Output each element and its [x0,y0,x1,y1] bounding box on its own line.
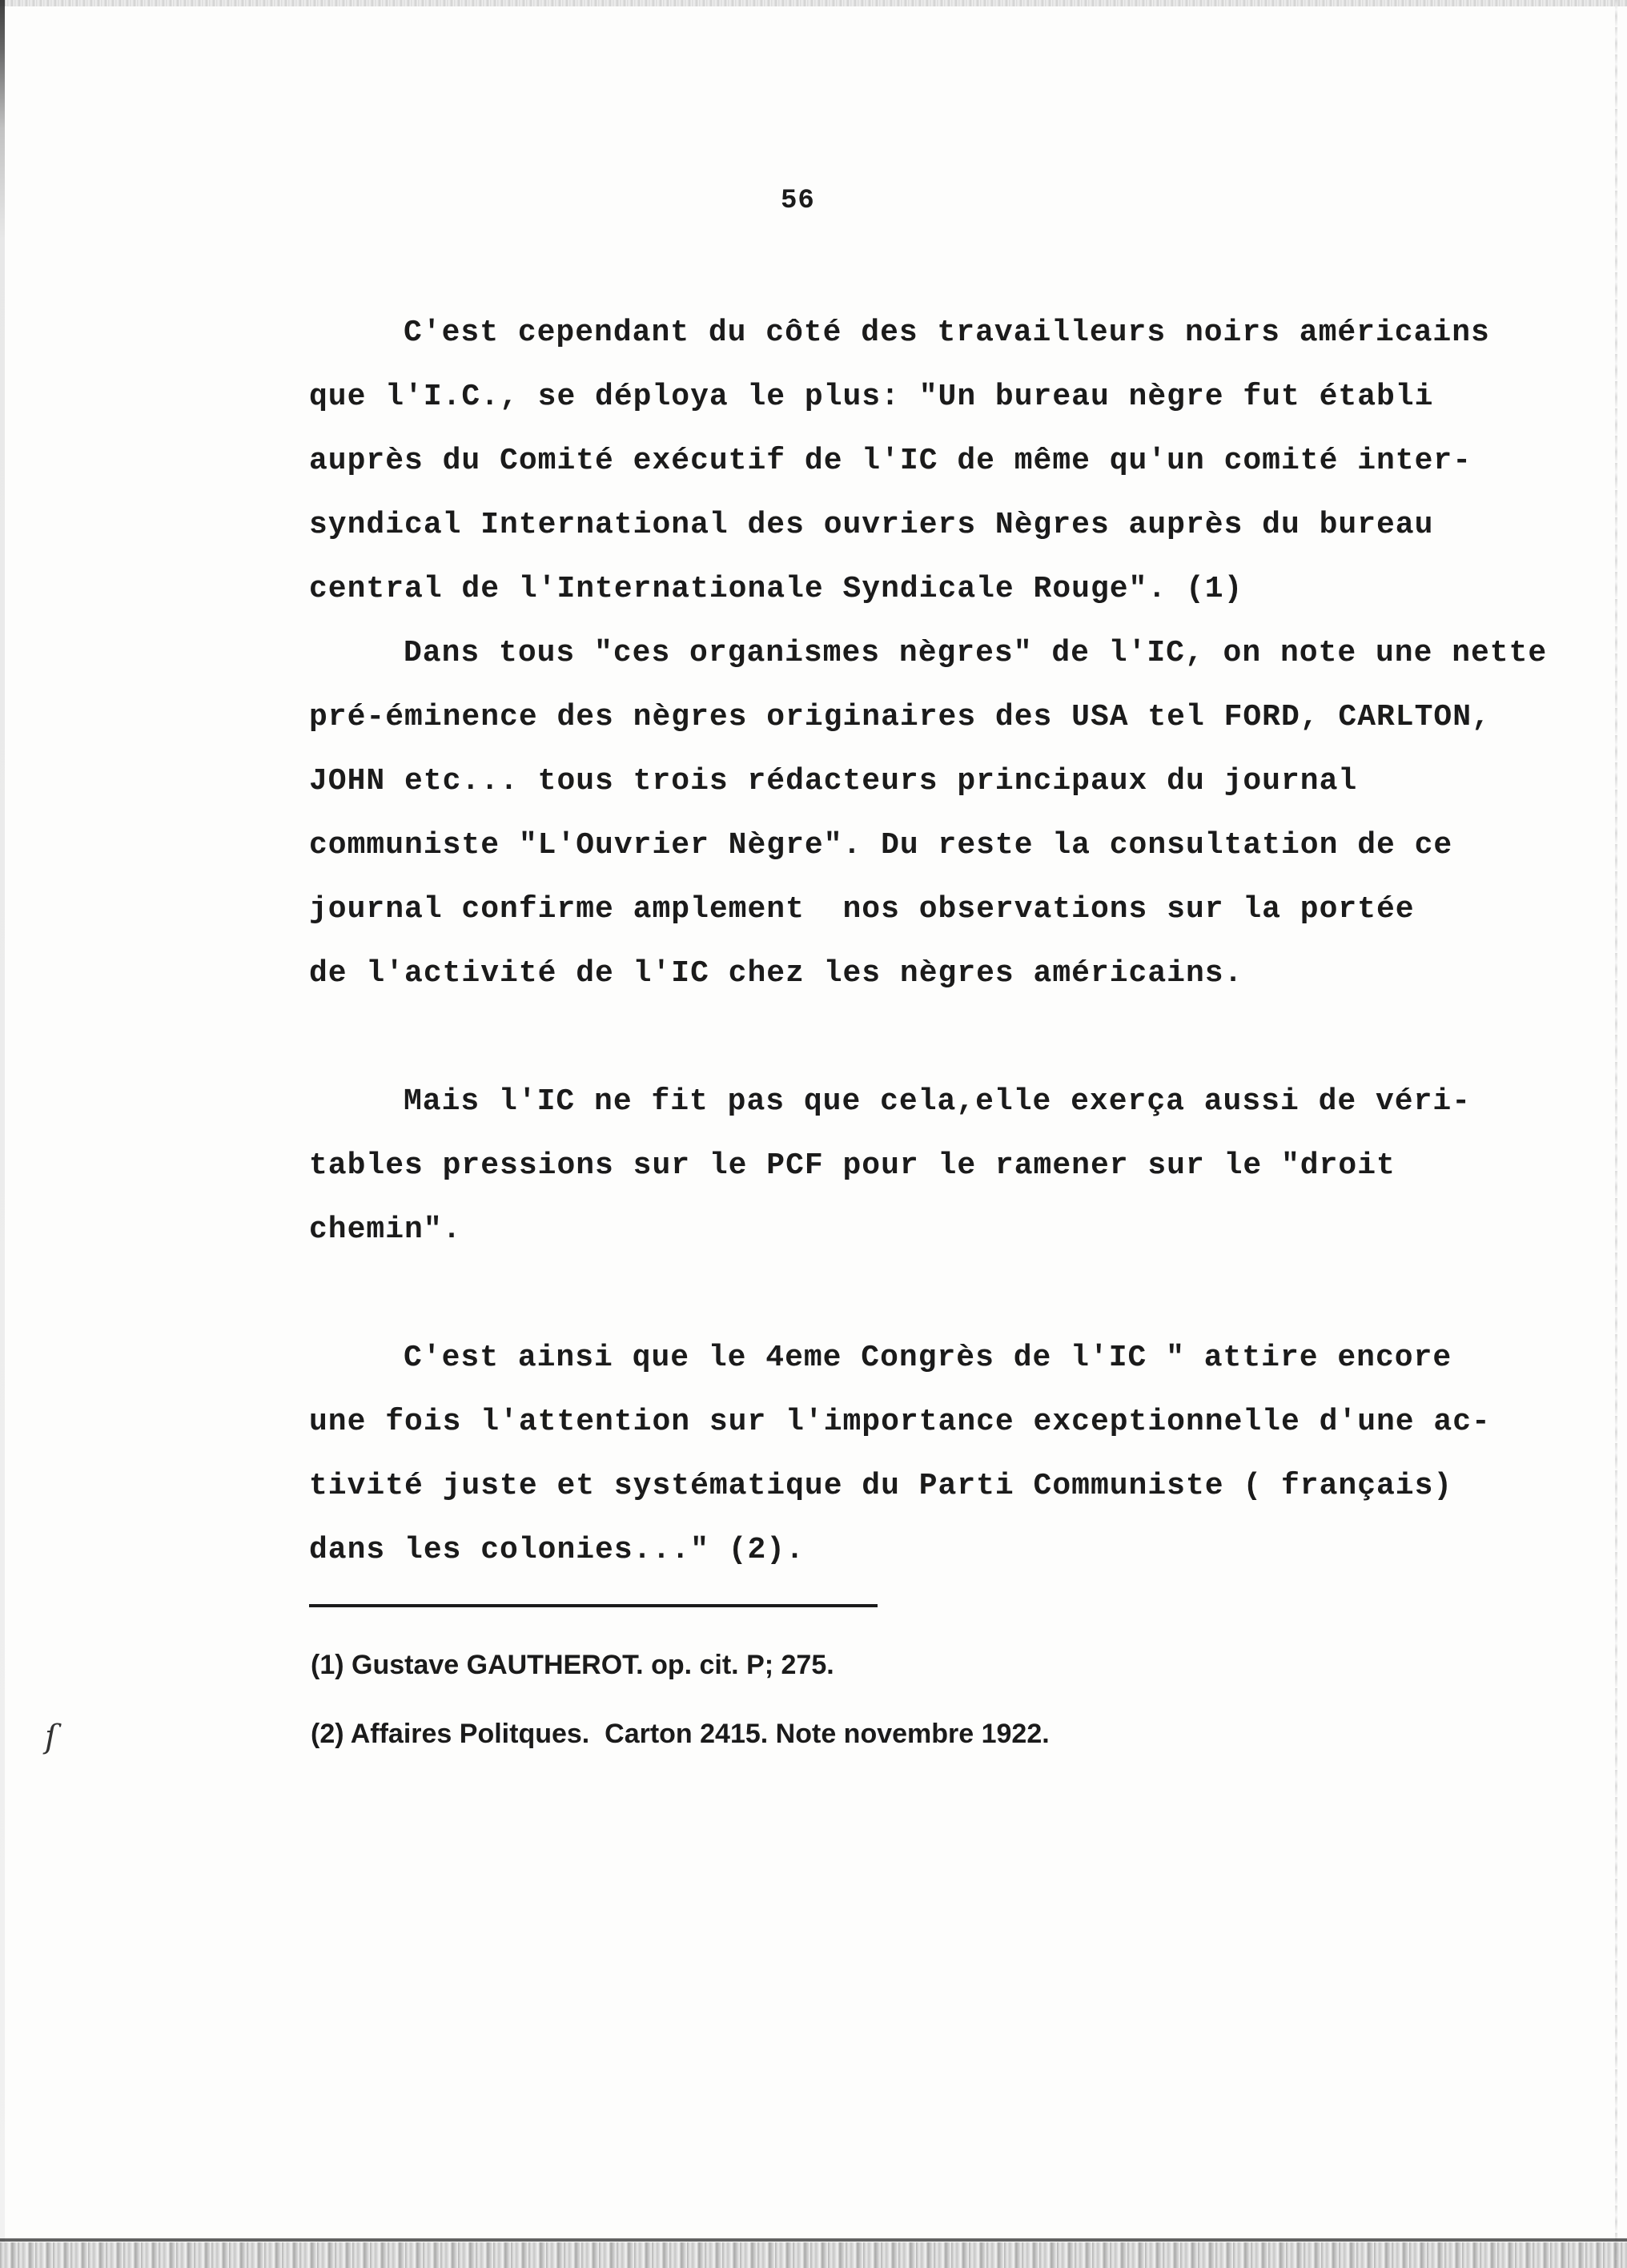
paragraph-4-line-4: dans les colonies..." (2). [309,1533,805,1567]
scan-top-edge [0,0,1627,6]
paragraph-4-line-1: C'est ainsi que le 4eme Congrès de l'IC " attire encore [404,1341,1452,1375]
paragraph-2-line-1: Dans tous "ces organismes nègres" de l'IC, on note une nette [404,636,1548,670]
page-number: 56 [781,186,815,216]
paragraph-2-line-3: JOHN etc... tous trois rédacteurs principaux du journal [309,764,1358,798]
paragraph-2-line-5: journal confirme amplement nos observations sur la portée [309,892,1415,927]
paragraph-3-line-1: Mais l'IC ne fit pas que cela,elle exerça aussi de véri- [404,1084,1472,1119]
paragraph-1-line-1: C'est cependant du côté des travailleurs noirs américains [404,316,1490,350]
scan-left-edge [0,0,5,2268]
footnote-divider [309,1604,878,1607]
paragraph-2-line-2: pré-éminence des nègres originaires des USA tel FORD, CARLTON, [309,700,1491,734]
paragraph-1-line-3: auprès du Comité exécutif de l'IC de même qu'un comité inter- [309,444,1472,478]
paragraph-2-line-6: de l'activité de l'IC chez les nègres américains. [309,956,1243,991]
scan-bottom-edge [0,2242,1627,2268]
paragraph-4-line-2: une fois l'attention sur l'importance exceptionnelle d'une ac- [309,1405,1491,1439]
paragraph-2-line-4: communiste "L'Ouvrier Nègre". Du reste la consultation de ce [309,828,1453,863]
stray-margin-mark: ſ [45,1719,57,1755]
paragraph-3-line-2: tables pressions sur le PCF pour le ramener sur le "droit [309,1148,1396,1183]
footnote-1: (1) Gustave GAUTHEROT. op. cit. P; 275. [311,1650,834,1680]
paragraph-1-line-4: syndical International des ouvriers Nègres auprès du bureau [309,508,1434,542]
paragraph-4-line-3: tivité juste et systématique du Parti Communiste ( français) [309,1469,1453,1503]
footnote-2: (2) Affaires Politques. Carton 2415. Note novembre 1922. [311,1719,1050,1749]
paragraph-3-line-3: chemin". [309,1212,462,1247]
paragraph-1-line-5: central de l'Internationale Syndicale Rouge". (1) [309,572,1243,606]
scan-right-edge [1615,0,1617,2268]
scan-bottom-rule [0,2238,1627,2242]
paragraph-1-line-2: que l'I.C., se déploya le plus: "Un bureau nègre fut établi [309,380,1434,414]
